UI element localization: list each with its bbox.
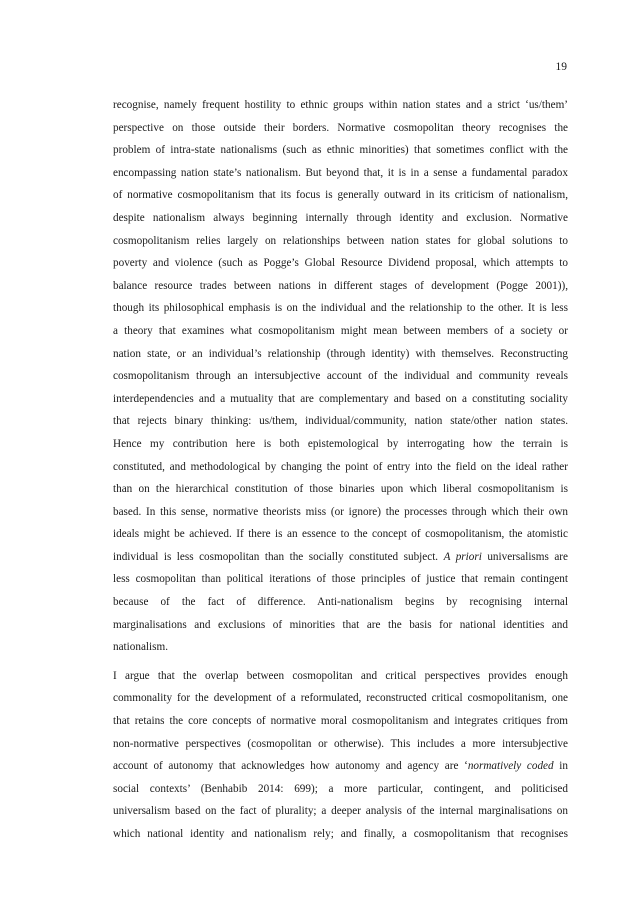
text-line: social contexts’ (Benhabib 2014: 699); a more particular, contingent, and politicised: [113, 782, 568, 795]
text-line: cosmopolitanism relies largely on relationships between nation states for global solutions to: [113, 234, 568, 247]
text-line: based. In this sense, normative theorists miss (or ignore) the processes through which their own: [113, 505, 568, 518]
text-line: perspective on those outside their borders. Normative cosmopolitan theory recognises the: [113, 121, 568, 134]
text-line: that rejects binary thinking: us/them, individual/community, nation state/other nation states.: [113, 415, 568, 428]
text-segment: in: [553, 760, 568, 773]
text-line: non-normative perspectives (cosmopolitan or otherwise). This includes a more intersubjective: [113, 737, 568, 750]
text-line: nation state, or an individual’s relationship (through identity) with themselves. Reconstructing: [113, 347, 568, 360]
text-line: recognise, namely frequent hostility to ethnic groups within nation states and a strict ‘us/them’: [113, 99, 568, 111]
text-line: constituted, and methodological by changing the point of entry into the field on the ideal rather: [113, 460, 568, 473]
text-line: commonality for the development of a reformulated, reconstructed critical cosmopolitanism, one: [113, 692, 568, 705]
text-line: which national identity and nationalism rely; and finally, a cosmopolitanism that recognises: [113, 828, 568, 840]
text-line: than on the hierarchical constitution of those binaries upon which liberal cosmopolitanism is: [113, 483, 568, 496]
text-line: interdependencies and a mutuality that are complementary and based on a constituting sociality: [113, 392, 568, 405]
text-segment: universalisms are: [481, 550, 568, 563]
paragraph-2: [113, 665, 568, 846]
text-line: less cosmopolitan than political iterations of those principles of justice that remain contingent: [113, 573, 568, 586]
text-line: cosmopolitanism through an intersubjective account of the individual and community reveals: [113, 370, 568, 383]
text-line: though its philosophical emphasis is on the individual and the relationship to the other. It is less: [113, 302, 568, 315]
text-segment: account of autonomy that acknowledges how autonomy and agency are ‘: [113, 760, 468, 773]
text-line: because of the fact of difference. Anti-nationalism begins by recognising internal: [113, 596, 568, 609]
text-line: [113, 755, 568, 778]
text-line: despite nationalism always beginning internally through identity and exclusion. Normative: [113, 211, 568, 224]
italic-term: normatively coded: [467, 760, 554, 773]
text-line: [113, 546, 568, 569]
text-line: poverty and violence (such as Pogge’s Global Resource Dividend proposal, which attempts to: [113, 257, 568, 270]
text-line: a theory that examines what cosmopolitanism might mean between members of a society or: [113, 324, 568, 337]
text-segment: individual is less cosmopolitan than the socially constituted subject.: [113, 550, 444, 563]
text-line: Hence my contribution here is both epistemological by interrogating how the terrain is: [113, 437, 568, 450]
text-line: nationalism.: [113, 641, 168, 654]
text-line: ideals might be achieved. If there is an essence to the concept of cosmopolitanism, the atomistic: [113, 528, 568, 541]
body-text: [113, 94, 568, 846]
text-line: problem of intra-state nationalisms (such as ethnic minorities) that sometimes conflict with the: [113, 144, 568, 157]
italic-term: A priori: [443, 550, 482, 563]
text-line: of normative cosmopolitanism that its focus is generally outward in its criticism of nationalism,: [113, 189, 568, 202]
text-line: encompassing nation state’s nationalism. But beyond that, it is in a sense a fundamental paradox: [113, 166, 568, 179]
text-line: balance resource trades between nations in different stages of development (Pogge 2001)),: [113, 279, 568, 292]
text-line: marginalisations and exclusions of minorities that are the basis for national identities and: [113, 618, 568, 631]
paragraph-1: [113, 94, 568, 659]
text-line: universalism based on the fact of plurality; a deeper analysis of the internal marginalisations on: [113, 805, 568, 818]
page-number: 19: [555, 61, 567, 73]
text-line: I argue that the overlap between cosmopolitan and critical perspectives provides enough: [113, 669, 568, 682]
text-line: that retains the core concepts of normative moral cosmopolitanism and integrates critiques from: [113, 715, 568, 728]
